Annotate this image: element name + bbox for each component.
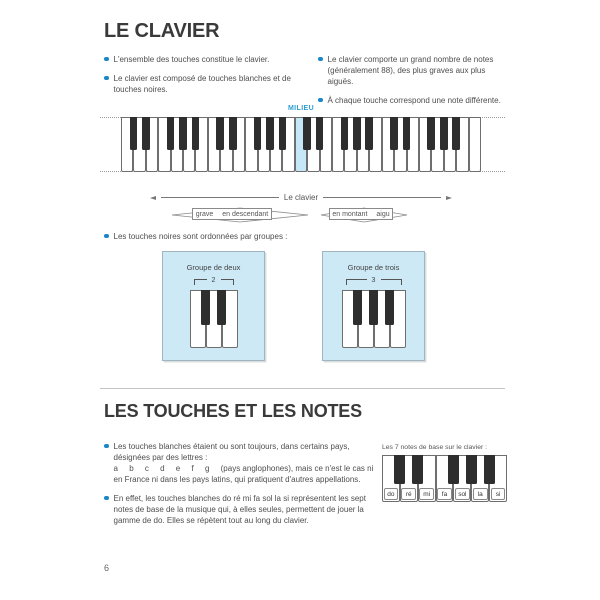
bullet-item [318,54,506,87]
black-key [341,117,349,150]
black-key [279,117,287,150]
black-key [303,117,311,150]
notes-sidebar [382,444,508,502]
black-key [192,117,200,150]
group-of-two-box [162,251,265,361]
en-montant-label: en montant [332,210,368,218]
black-key [216,117,224,150]
section2-paragraphs [104,441,376,534]
black-key [266,117,274,150]
notes-keyboard [382,455,507,502]
black-key [365,117,373,150]
notes-caption: Les 7 notes de base sur le clavier : [382,444,488,451]
bracket-left [194,279,207,285]
black-key [412,455,423,484]
bullet-icon [318,98,323,103]
bullet-icon [104,57,109,62]
bracket-count: 2 [211,276,216,284]
letter: f [191,464,194,474]
black-key [353,117,361,150]
arrow-right-icon [446,196,452,200]
bullet-text: Les touches noires sont ordonnées par groupes : [113,232,288,241]
notes-keyboard-wrap [382,455,508,502]
ascending-label-box [329,208,393,220]
descending-label-box [192,208,272,220]
note-label: la [473,488,488,500]
bullet-text: L'ensemble des touches constitue le clavier. [113,55,270,64]
bullet-item [104,441,376,485]
black-key [394,455,405,484]
bullet-text: À chaque touche correspond une note différente. [327,96,501,106]
black-key [440,117,448,150]
groups-intro-bullet [104,231,404,242]
black-key [316,117,324,150]
page-number: 6 [104,563,110,573]
main-keyboard [121,117,481,172]
grave-label: grave [195,210,214,218]
bracket-right [221,279,234,285]
mini-keyboard-wrap [342,290,406,348]
letter: c [144,464,149,474]
arrow-left-icon [150,196,156,200]
note-label: fa [437,488,452,500]
section-title-touches-notes: LES TOUCHES ET LES NOTES [104,401,362,421]
black-key [403,117,411,150]
ascending-wedge [320,205,408,225]
mini-keyboard-wrap [190,290,238,348]
bracket-three [346,276,402,287]
letters-intro: Les touches blanches étaient ou sont toujours, dans certains pays, désignées par des lettres : [113,442,350,463]
bracket-right [381,279,402,285]
black-key [217,290,227,325]
black-key [254,117,262,150]
black-key [369,290,379,325]
black-key [466,455,477,484]
note-label: do [384,488,399,500]
black-key [427,117,435,150]
note-label: sol [455,488,470,500]
bullet-icon [104,76,109,81]
black-key [385,290,395,325]
en-descendant-label: en descendant [222,210,269,218]
aigu-label: aigu [376,210,390,218]
group-of-three-box [322,251,425,361]
letter: b [129,464,134,474]
black-key [452,117,460,150]
black-key [130,117,138,150]
black-key [484,455,495,484]
letter: g [204,464,210,474]
milieu-label: MILIEU [287,105,315,112]
bullet-text: Le clavier comporte un grand nombre de notes (généralement 88), des plus graves aux plus aiguës. [327,55,494,87]
black-key [390,117,398,150]
black-key [448,455,459,484]
black-key [167,117,175,150]
group-of-two-keyboard [190,290,238,348]
arrow-line [161,197,279,198]
black-key [142,117,150,150]
letters-paragraph [114,441,377,485]
group-of-three-keyboard [342,290,406,348]
bracket-two [194,276,234,287]
black-key [229,117,237,150]
letter: e [175,464,181,474]
note-label: ré [401,488,416,500]
white-key [469,117,481,172]
letters-line [114,463,377,485]
group-of-three-title: Groupe de trois [347,263,400,272]
clavier-caption-row [150,193,452,202]
bullet-text: En effet, les touches blanches do ré mi fa sol la si représentent les sept notes de base de la musique qui, à elles seules, permettent de jouer la gamme de do. Elles se répètent tout au long du clavier. [113,494,366,526]
descending-wedge [171,205,309,225]
section-divider [100,388,505,389]
group-of-two-title: Groupe de deux [186,263,241,272]
letter: a [113,464,118,474]
bullet-item [104,493,376,526]
arrow-line [323,197,441,198]
bullet-item [104,73,300,95]
black-key [353,290,363,325]
letters-continuation: (pays anglophones), mais ce n'est le cas ni en France ni dans les pays latins, qui pratiquent d'autres appellations. [113,464,374,485]
note-label: mi [419,488,434,500]
bullet-icon [104,234,109,239]
bracket-count: 3 [371,276,376,284]
bullet-icon [104,496,109,501]
bullet-icon [318,57,323,62]
bullet-text: Le clavier est composé de touches blanches et de touches noires. [113,74,291,95]
bullet-icon [104,444,109,449]
bracket-left [346,279,367,285]
note-label: si [491,488,506,500]
bullet-item [104,54,300,65]
section-title-le-clavier: LE CLAVIER [104,20,220,42]
black-key [201,290,211,325]
black-key [179,117,187,150]
letter: d [160,464,165,474]
clavier-caption: Le clavier [283,193,319,202]
